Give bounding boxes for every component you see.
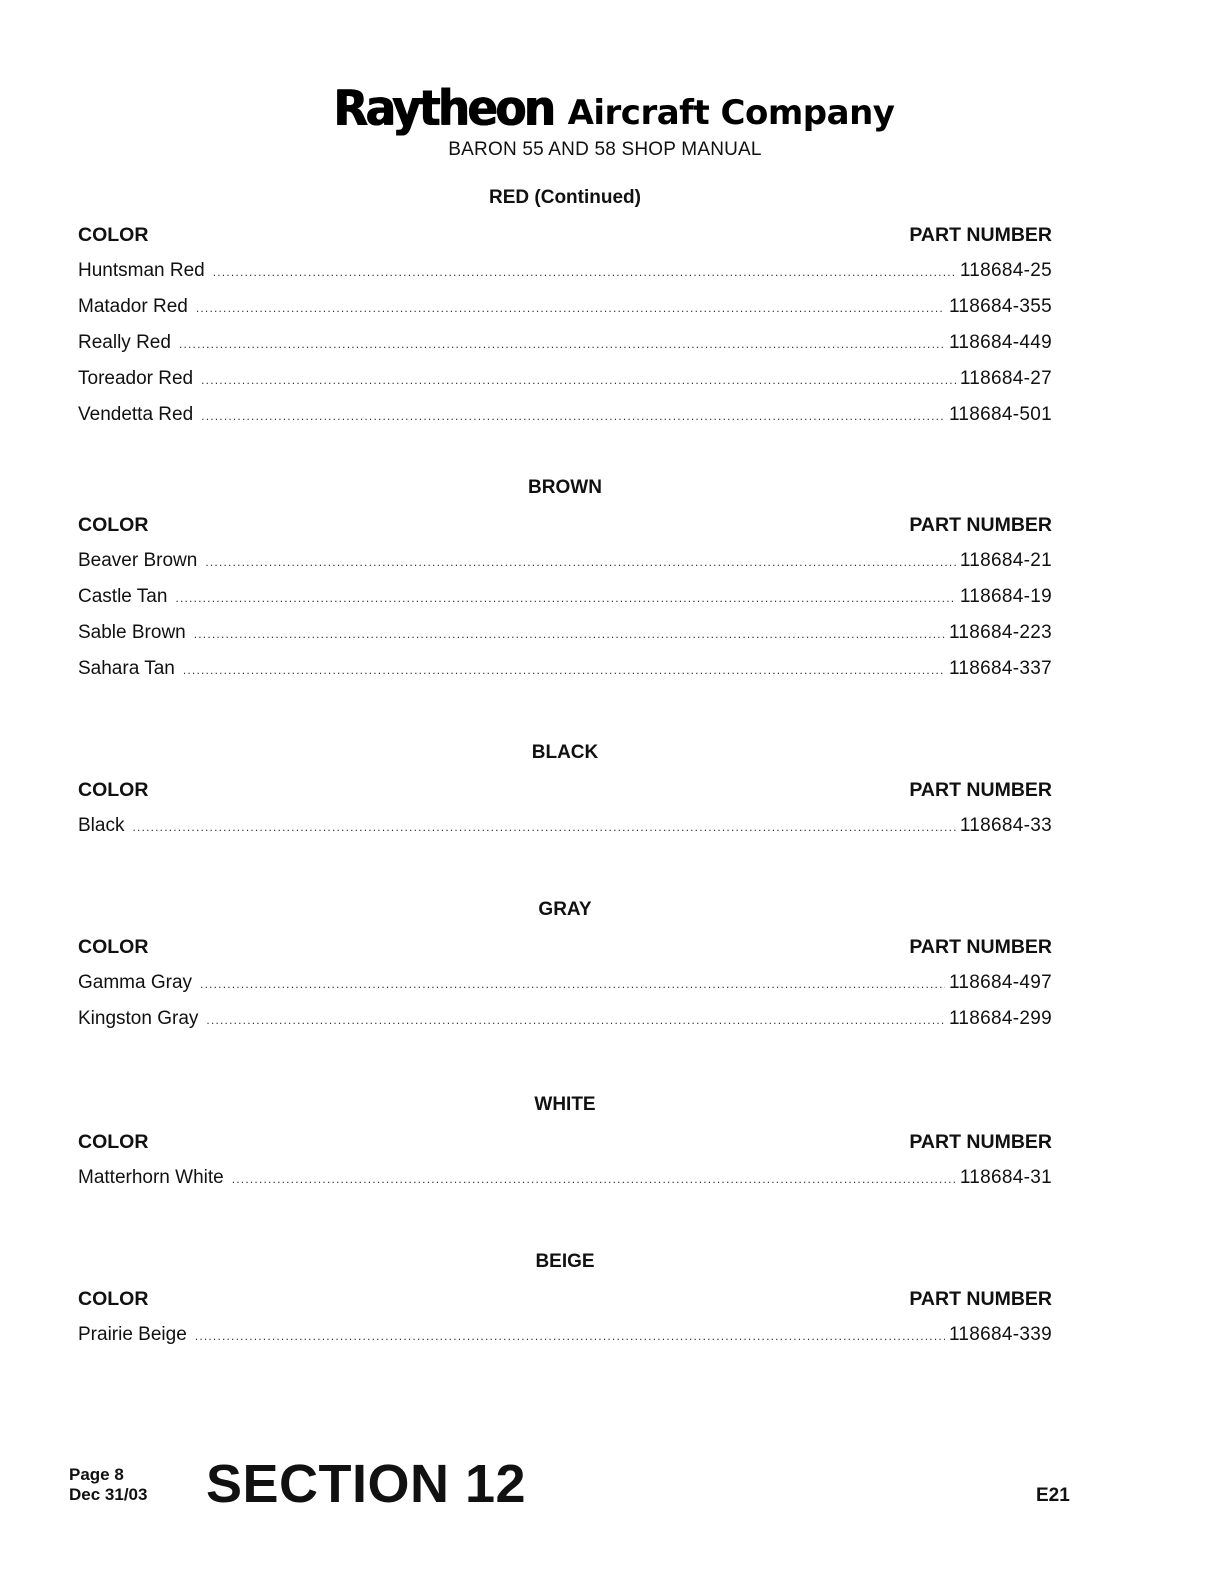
- color-row: [78, 579, 1052, 615]
- color-name: Kingston Gray: [78, 1008, 199, 1029]
- color-row: [78, 397, 1052, 433]
- part-number: 118684-21: [959, 550, 1052, 571]
- color-row: [78, 615, 1052, 651]
- section-label: SECTION 12: [206, 1454, 527, 1514]
- part-number: 118684-501: [948, 404, 1052, 425]
- dot-leader: [194, 616, 945, 652]
- page-number: Page 8: [69, 1465, 124, 1484]
- column-header: [78, 221, 1052, 249]
- dot-leader: [179, 326, 945, 362]
- color-row: [78, 325, 1052, 361]
- dot-leader: [232, 1161, 956, 1197]
- color-row: [78, 651, 1052, 687]
- part-number-column-label: PART NUMBER: [909, 779, 1052, 801]
- color-name: Beaver Brown: [78, 550, 198, 571]
- part-number: 118684-31: [959, 1167, 1052, 1188]
- dot-leader: [132, 809, 955, 845]
- page-code: E21: [1036, 1485, 1070, 1506]
- color-section-brown: [78, 475, 1052, 687]
- section-title: BROWN: [528, 477, 602, 498]
- section-title: BEIGE: [535, 1251, 595, 1272]
- part-number-column-label: PART NUMBER: [909, 224, 1052, 246]
- dot-leader: [206, 1002, 945, 1038]
- color-section-beige: [78, 1249, 1052, 1353]
- color-section-black: [78, 740, 1052, 844]
- section-title: RED (Continued): [489, 187, 641, 208]
- dot-leader: [201, 362, 956, 398]
- color-row: [78, 543, 1052, 579]
- section-title: BLACK: [531, 742, 599, 763]
- color-name: Matterhorn White: [78, 1167, 224, 1188]
- column-header: [78, 1285, 1052, 1313]
- color-column-label: COLOR: [78, 224, 149, 246]
- part-number: 118684-299: [948, 1008, 1052, 1029]
- part-number-column-label: PART NUMBER: [909, 936, 1052, 958]
- part-number: 118684-223: [948, 622, 1052, 643]
- color-column-label: COLOR: [78, 779, 149, 801]
- color-name: Gamma Gray: [78, 972, 193, 993]
- color-section-gray: [78, 897, 1052, 1037]
- brand-line: [333, 79, 895, 138]
- color-name: Prairie Beige: [78, 1324, 187, 1345]
- part-number: 118684-449: [948, 332, 1052, 353]
- column-header: [78, 1128, 1052, 1156]
- color-column-label: COLOR: [78, 1131, 149, 1153]
- part-number-column-label: PART NUMBER: [909, 514, 1052, 536]
- column-header: [78, 933, 1052, 961]
- dot-leader: [183, 652, 945, 688]
- dot-leader: [200, 966, 945, 1002]
- part-number: 118684-355: [948, 296, 1052, 317]
- dot-leader: [213, 254, 956, 290]
- color-name: Matador Red: [78, 296, 188, 317]
- color-row: [78, 1001, 1052, 1037]
- dot-leader: [175, 580, 955, 616]
- color-name: Really Red: [78, 332, 171, 353]
- manual-title: BARON 55 AND 58 SHOP MANUAL: [448, 139, 762, 160]
- part-number: 118684-33: [959, 815, 1052, 836]
- part-number: 118684-19: [959, 586, 1052, 607]
- color-name: Vendetta Red: [78, 404, 194, 425]
- color-name: Toreador Red: [78, 368, 194, 389]
- page-info: [69, 1465, 147, 1505]
- color-section-red: [78, 185, 1052, 433]
- color-row: [78, 253, 1052, 289]
- color-row: [78, 1160, 1052, 1196]
- color-row: [78, 808, 1052, 844]
- dot-leader: [195, 1318, 945, 1354]
- color-section-white: [78, 1092, 1052, 1196]
- color-name: Sahara Tan: [78, 658, 175, 679]
- part-number-column-label: PART NUMBER: [909, 1131, 1052, 1153]
- color-column-label: COLOR: [78, 514, 149, 536]
- revision-date: Dec 31/03: [69, 1485, 148, 1504]
- part-number: 118684-337: [948, 658, 1052, 679]
- part-number: 118684-339: [948, 1324, 1052, 1345]
- part-number-column-label: PART NUMBER: [909, 1288, 1052, 1310]
- dot-leader: [205, 544, 956, 580]
- color-name: Black: [78, 815, 125, 836]
- part-number: 118684-27: [959, 368, 1052, 389]
- color-row: [78, 361, 1052, 397]
- dot-leader: [201, 398, 945, 434]
- section-title: GRAY: [538, 899, 592, 920]
- color-column-label: COLOR: [78, 936, 149, 958]
- column-header: [78, 511, 1052, 539]
- column-header: [78, 776, 1052, 804]
- company-name: Aircraft Company: [567, 93, 895, 133]
- color-row: [78, 289, 1052, 325]
- dot-leader: [196, 290, 945, 326]
- color-name: Huntsman Red: [78, 260, 205, 281]
- color-name: Sable Brown: [78, 622, 186, 643]
- color-column-label: COLOR: [78, 1288, 149, 1310]
- color-row: [78, 1317, 1052, 1353]
- raytheon-logo: Raytheon: [333, 79, 554, 138]
- part-number: 118684-25: [959, 260, 1052, 281]
- part-number: 118684-497: [948, 972, 1052, 993]
- section-title: WHITE: [534, 1094, 596, 1115]
- color-row: [78, 965, 1052, 1001]
- color-name: Castle Tan: [78, 586, 168, 607]
- document-header: [0, 79, 1220, 161]
